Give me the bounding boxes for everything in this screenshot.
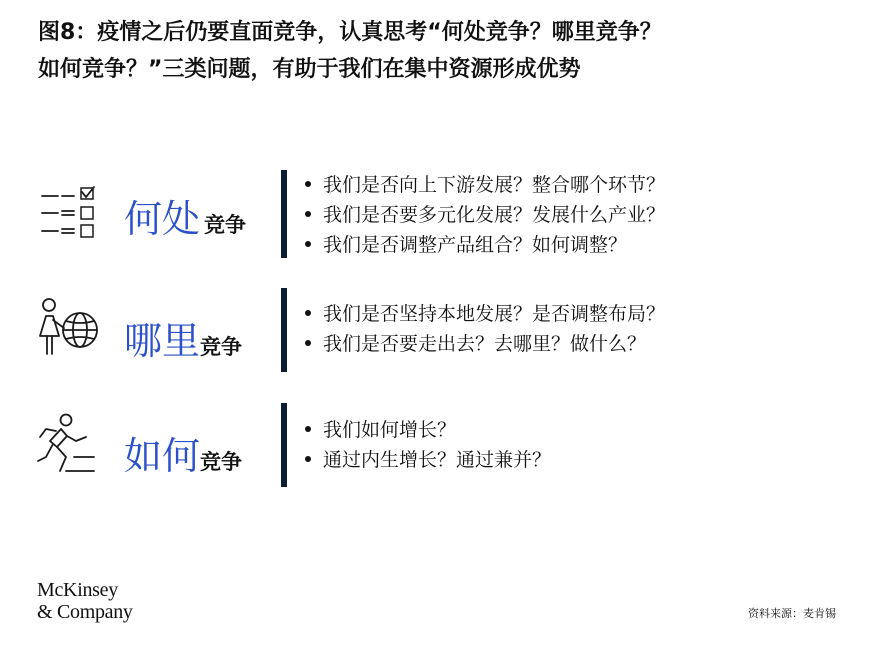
list-item: 我们是否向上下游发展？整合哪个环节？ [305,170,665,200]
bullet-icon [305,211,311,217]
bullet-icon [305,456,311,462]
bullet-icon [305,241,311,247]
logo-line-1: McKinsey [37,579,118,601]
runner-icon [36,411,102,483]
section-label-big: 如何 [124,434,201,478]
divider-bar [281,288,287,372]
checklist-icon [36,182,102,246]
section-which-place [0,288,881,378]
page-title [38,14,868,88]
section-label-big: 哪里 [124,319,201,363]
title-line-2: 如何竞争？”三类问题，有助于我们在集中资源形成优势 [38,57,581,82]
bullet-icon [305,181,311,187]
section-how [0,403,881,493]
bullet-icon [305,310,311,316]
section-label [124,310,242,365]
bullet-icon [305,426,311,432]
list-item: 我们是否调整产品组合？如何调整？ [305,230,665,260]
section-label [124,188,246,243]
section-label-small: 竞争 [204,212,247,237]
company-logo [37,579,133,623]
list-item: 我们是否坚持本地发展？是否调整布局？ [305,299,665,329]
divider-bar [281,403,287,487]
source-note: 资料来源：麦肯锡 [748,607,836,620]
bullet-list [305,299,665,359]
section-label-big: 何处 [124,197,201,241]
divider-bar [281,170,287,258]
section-label-small: 竞争 [200,334,243,359]
list-item: 我们如何增长？ [305,415,551,445]
logo-line-2: & Company [37,601,133,623]
list-item: 我们是否要走出去？去哪里？做什么？ [305,329,665,359]
list-item: 通过内生增长？通过兼并？ [305,445,551,475]
title-line-1: 图8：疫情之后仍要直面竞争，认真思考“何处竞争？哪里竞争？ [38,20,662,45]
section-label-small: 竞争 [200,449,243,474]
section-where [0,170,881,260]
person-globe-icon [36,294,102,364]
section-label [124,425,242,480]
bullet-icon [305,340,311,346]
bullet-list [305,415,551,475]
list-item: 我们是否要多元化发展？发展什么产业？ [305,200,665,230]
bullet-list [305,170,665,260]
